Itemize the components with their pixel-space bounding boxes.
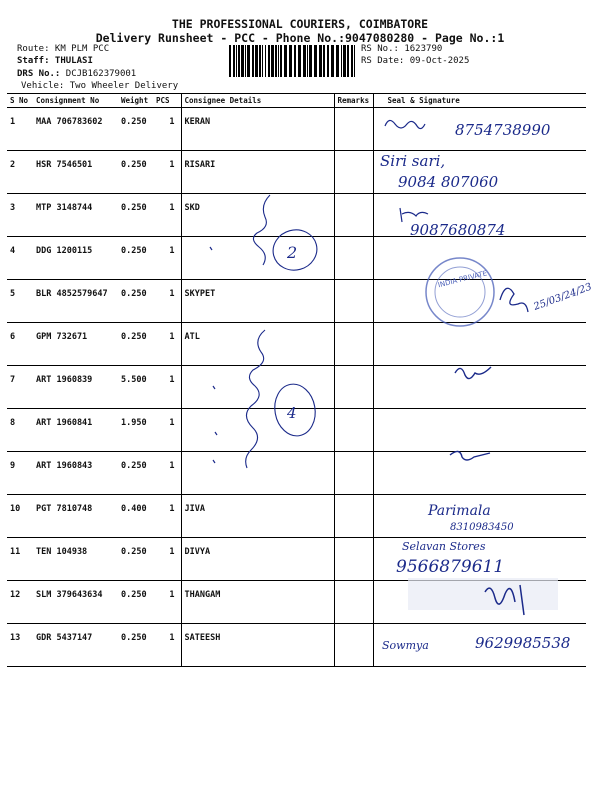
svg-text:INDIA PRIVATE: INDIA PRIVATE xyxy=(437,269,488,290)
hw-r2-phone: 9084 807060 xyxy=(398,173,499,191)
cell-consignee: THANGAM xyxy=(181,581,334,624)
cell-consignee: RISARI xyxy=(181,151,334,194)
cell-sno: 4 xyxy=(7,237,33,280)
hw-r10-phone: 8310983450 xyxy=(450,522,514,533)
cell-consignment: MTP 3148744 xyxy=(33,194,118,237)
cell-consignee xyxy=(181,237,334,280)
hw-r11-store: Selavan Stores xyxy=(402,540,486,553)
cell-remarks xyxy=(334,151,373,194)
cell-weight: 0.400 xyxy=(118,495,153,538)
cell-pcs: 1 xyxy=(153,366,181,409)
table-row xyxy=(7,409,586,452)
rs-date: RS Date: 09-Oct-2025 xyxy=(361,56,470,66)
cell-weight: 1.950 xyxy=(118,409,153,452)
table-row xyxy=(7,581,586,624)
vehicle-text: Vehicle: Two Wheeler Delivery xyxy=(21,81,179,91)
cell-seal xyxy=(373,151,586,194)
cell-seal xyxy=(373,323,586,366)
cell-sno: 8 xyxy=(7,409,33,452)
cell-seal xyxy=(373,409,586,452)
col-weight: Weight xyxy=(118,94,153,108)
cell-weight: 0.250 xyxy=(118,237,153,280)
hw-r11-phone: 9566879611 xyxy=(396,557,505,577)
table-row xyxy=(7,366,586,409)
cell-consignee: DIVYA xyxy=(181,538,334,581)
table-row xyxy=(7,323,586,366)
drs-label: DRS No.: xyxy=(17,69,61,79)
cell-consignee xyxy=(181,366,334,409)
cell-pcs: 1 xyxy=(153,495,181,538)
cell-sno: 13 xyxy=(7,624,33,667)
cell-sno: 2 xyxy=(7,151,33,194)
cell-consignee xyxy=(181,409,334,452)
cell-seal xyxy=(373,108,586,151)
cell-consignment: GPM 732671 xyxy=(33,323,118,366)
cell-pcs: 1 xyxy=(153,581,181,624)
cell-pcs: 1 xyxy=(153,538,181,581)
cell-pcs: 1 xyxy=(153,151,181,194)
hw-r13-phone: 9629985538 xyxy=(475,634,571,652)
cell-sno: 12 xyxy=(7,581,33,624)
table-row xyxy=(7,495,586,538)
hw-r10-name: Parimala xyxy=(428,503,491,519)
cell-remarks xyxy=(334,624,373,667)
cell-weight: 0.250 xyxy=(118,538,153,581)
cell-seal xyxy=(373,624,586,667)
col-consignee: Consignee Details xyxy=(181,94,334,108)
cell-consignee: KERAN xyxy=(181,108,334,151)
cell-consignee: SATEESH xyxy=(181,624,334,667)
table-row xyxy=(7,538,586,581)
cell-weight: 0.250 xyxy=(118,108,153,151)
cell-consignee: SKYPET xyxy=(181,280,334,323)
cell-consignment: ART 1960841 xyxy=(33,409,118,452)
svg-text:4: 4 xyxy=(287,404,297,422)
drs-value: DCJB162379001 xyxy=(65,69,137,79)
cell-seal xyxy=(373,495,586,538)
cell-consignee xyxy=(181,452,334,495)
cell-sno: 11 xyxy=(7,538,33,581)
table-row xyxy=(7,151,586,194)
cell-seal xyxy=(373,366,586,409)
cell-consignee: JIVA xyxy=(181,495,334,538)
cell-pcs: 1 xyxy=(153,409,181,452)
col-sno: S No xyxy=(7,94,33,108)
cell-weight: 0.250 xyxy=(118,151,153,194)
runsheet-subtitle: Delivery Runsheet - PCC - Phone No.:9047080280 - Page No.:1 xyxy=(95,31,505,45)
cell-seal xyxy=(373,581,586,624)
barcode-image xyxy=(229,45,357,77)
cell-consignee: ATL xyxy=(181,323,334,366)
hw-r13-name: Sowmya xyxy=(382,639,429,652)
table-row xyxy=(7,624,586,667)
cell-seal xyxy=(373,194,586,237)
cell-sno: 10 xyxy=(7,495,33,538)
hw-r5-digits: 25/03/24/23 xyxy=(532,281,594,313)
cell-remarks xyxy=(334,495,373,538)
cell-pcs: 1 xyxy=(153,280,181,323)
hw-r2-name: Siri sari, xyxy=(380,152,446,170)
cell-pcs: 1 xyxy=(153,194,181,237)
cell-pcs: 1 xyxy=(153,624,181,667)
cell-weight: 0.250 xyxy=(118,624,153,667)
cell-seal xyxy=(373,452,586,495)
cell-weight: 0.250 xyxy=(118,581,153,624)
drs-number xyxy=(17,69,136,79)
cell-remarks xyxy=(334,194,373,237)
cell-consignment: DDG 1200115 xyxy=(33,237,118,280)
col-pcs: PCS xyxy=(153,94,181,108)
cell-consignment: SLM 379643634 xyxy=(33,581,118,624)
cell-weight: 0.250 xyxy=(118,323,153,366)
cell-remarks xyxy=(334,108,373,151)
cell-seal xyxy=(373,237,586,280)
cell-sno: 9 xyxy=(7,452,33,495)
cell-sno: 6 xyxy=(7,323,33,366)
cell-sno: 1 xyxy=(7,108,33,151)
table-header-row xyxy=(7,94,586,108)
cell-seal xyxy=(373,280,586,323)
cell-consignment: TEN 104938 xyxy=(33,538,118,581)
rs-number: RS No.: 1623790 xyxy=(361,44,443,54)
cell-remarks xyxy=(334,452,373,495)
cell-sno: 5 xyxy=(7,280,33,323)
cell-consignment: GDR 5437147 xyxy=(33,624,118,667)
table-row xyxy=(7,280,586,323)
cell-consignment: BLR 4852579647 xyxy=(33,280,118,323)
table-row xyxy=(7,452,586,495)
table-row xyxy=(7,237,586,280)
table-row xyxy=(7,108,586,151)
table-row xyxy=(7,194,586,237)
cell-weight: 0.250 xyxy=(118,280,153,323)
cell-remarks xyxy=(334,581,373,624)
cell-weight: 0.250 xyxy=(118,194,153,237)
cell-weight: 0.250 xyxy=(118,452,153,495)
route-text: Route: KM PLM PCC xyxy=(17,44,110,54)
cell-seal xyxy=(373,538,586,581)
cell-remarks xyxy=(334,237,373,280)
cell-sno: 7 xyxy=(7,366,33,409)
cell-consignment: MAA 706783602 xyxy=(33,108,118,151)
cell-remarks xyxy=(334,538,373,581)
staff-text: Staff: THULASI xyxy=(17,56,93,66)
cell-consignment: ART 1960843 xyxy=(33,452,118,495)
runsheet-table xyxy=(7,93,586,667)
cell-pcs: 1 xyxy=(153,323,181,366)
col-seal: Seal & Signature xyxy=(373,94,586,108)
cell-consignment: ART 1960839 xyxy=(33,366,118,409)
col-remarks: Remarks xyxy=(334,94,373,108)
cell-remarks xyxy=(334,366,373,409)
hw-r1-phone: 8754738990 xyxy=(455,121,551,139)
cell-consignee: SKD xyxy=(181,194,334,237)
cell-remarks xyxy=(334,280,373,323)
cell-consignment: HSR 7546501 xyxy=(33,151,118,194)
cell-remarks xyxy=(334,323,373,366)
cell-pcs: 1 xyxy=(153,452,181,495)
company-title: THE PROFESSIONAL COURIERS, COIMBATORE xyxy=(171,17,429,31)
cell-consignment: PGT 7810748 xyxy=(33,495,118,538)
hw-r4-mark: 2 xyxy=(287,243,298,262)
hw-r3-phone: 9087680874 xyxy=(410,221,506,239)
col-consignment: Consignment No xyxy=(33,94,118,108)
cell-remarks xyxy=(334,409,373,452)
cell-pcs: 1 xyxy=(153,108,181,151)
cell-pcs: 1 xyxy=(153,237,181,280)
cell-weight: 5.500 xyxy=(118,366,153,409)
cell-sno: 3 xyxy=(7,194,33,237)
